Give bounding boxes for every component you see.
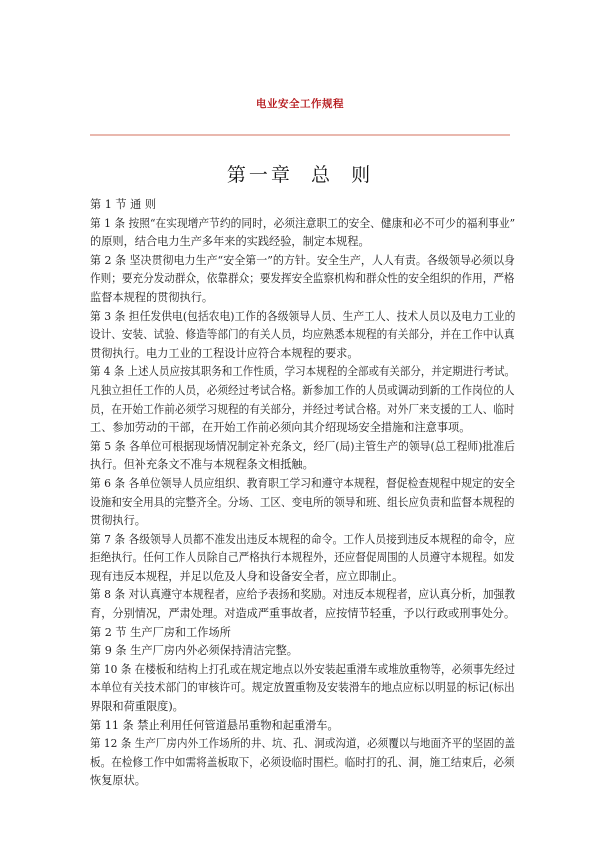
body-line: 界限和荷重限度)。 xyxy=(90,700,184,714)
body-line: 的原则，结合电力生产多年来的实践经验，制定本规程。 xyxy=(90,235,370,249)
body-line: 第 12 条 生产厂房内外工作场所的井、坑、孔、洞或沟道，必须覆以与地面齐平的坚固的盖 xyxy=(90,737,516,751)
body-line: 第 5 条 各单位可根据现场情况制定补充条文，经厂(局)主管生产的领导(总工程师)批准后 xyxy=(90,439,515,453)
body-line: 工、参加劳动的干部，在开始工作前必须向其介绍现场安全措施和注意事项。 xyxy=(90,421,471,435)
body-line: 第 10 条 在楼板和结构上打孔或在规定地点以外安装起重滑车或堆放重物等，必须事先经过 xyxy=(90,662,516,676)
body-line: 第 1 条 按照“在实现增产节约的同时，必须注意职工的安全、健康和必不可少的福利事业” xyxy=(90,216,516,230)
body-line: 恢复原状。 xyxy=(90,774,146,788)
body-line: 贯彻执行。电力工业的工程设计应符合本规程的要求。 xyxy=(90,346,359,360)
body-line: 监督本规程的贯彻执行。 xyxy=(90,290,214,304)
body-line: 第 4 条 上述人员应按其职务和工作性质，学习本规程的全部或有关部分，并定期进行考试。 xyxy=(90,365,516,379)
chapter-title: 第一章 总 则 xyxy=(226,164,374,186)
body-line: 育，分别情况，严肃处理。对造成严重事故者，应按情节轻重，予以行政或刑事处分。 xyxy=(90,607,516,621)
body-line: 贯彻执行。 xyxy=(90,514,146,528)
body-line: 设施和安全用具的完整齐全。分场、工区、变电所的领导和班、组长应负责和监督本规程的 xyxy=(90,495,515,509)
body-line: 凡独立担任工作的人员，必须经过考试合格。新参加工作的人员或调动到新的工作岗位的人 xyxy=(90,383,515,397)
body-line: 第 7 条 各级领导人员都不准发出违反本规程的命令。工作人员接到违反本规程的命令，应 xyxy=(90,532,515,546)
body-line: 本单位有关技术部门的审核许可。规定放置重物及安装滑车的地点应标以明显的标记(标出 xyxy=(90,681,515,695)
body-line: 第 3 条 担任发供电(包括农电)工作的各级领导人员、生产工人、技术人员以及电力工业的 xyxy=(90,309,516,323)
body-line: 第 2 条 坚决贯彻电力生产“安全第一”的方针。安全生产，人人有责。各级领导必须以身 xyxy=(90,253,515,267)
body-line: 第 6 条 各单位领导人员应组织、教育职工学习和遵守本规程，督促检查规程中规定的安全 xyxy=(90,476,515,490)
document-header-title: 电业安全工作规程 xyxy=(256,98,344,110)
document-body xyxy=(90,196,515,791)
section-heading: 第 2 节 生产厂房和工作场所 xyxy=(90,625,231,639)
header-divider xyxy=(90,134,510,136)
body-line: 第 8 条 对认真遵守本规程者，应给予表扬和奖励。对违反本规程者，应认真分析，加强教 xyxy=(90,588,515,602)
body-line: 第 9 条 生产厂房内外必须保持清洁完整。 xyxy=(90,644,298,658)
body-line: 拒绝执行。任何工作人员除自己严格执行本规程外，还应督促周围的人员遵守本规程。如发 xyxy=(90,551,515,565)
body-line: 第 11 条 禁止利用任何管道悬吊重物和起重滑车。 xyxy=(90,718,339,732)
section-heading: 第 1 节 通 则 xyxy=(90,198,157,211)
body-line: 现有违反本规程，并足以危及人身和设备安全者，应立即制止。 xyxy=(90,569,404,583)
body-line: 设计、安装、试验、修造等部门的有关人员，均应熟悉本规程的有关部分，并在工作中认真 xyxy=(90,328,515,342)
body-line: 执行。但补充条文不准与本规程条文相抵触。 xyxy=(90,458,314,472)
body-line: 作则；要充分发动群众，依靠群众；要发挥安全监察机构和群众性的安全组织的作用，严格 xyxy=(90,272,515,286)
body-line: 板。在检修工作中如需将盖板取下，必须设临时围栏。临时打的孔、洞，施工结束后，必须 xyxy=(90,755,515,769)
body-line: 员，在开始工作前必须学习规程的有关部分，并经过考试合格。对外厂来支援的工人、临时 xyxy=(90,402,515,416)
